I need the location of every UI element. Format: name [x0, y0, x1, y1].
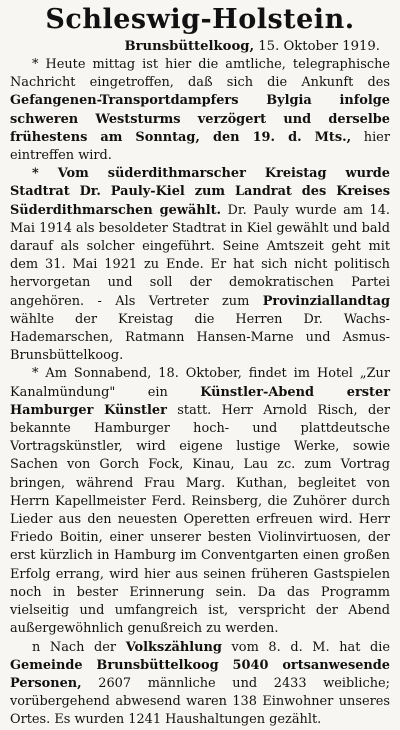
article-paragraph	[10, 639, 390, 730]
text-run-bold: Gefangenen-Transportdampfers Bylgia infolge schweren Weststurms verzögert und derselbe frühestens am Sonntag, den 19. d. Mts.,	[10, 93, 390, 145]
dateline-date: 15. Oktober 1919.	[258, 39, 380, 54]
article-paragraph	[10, 365, 390, 638]
text-run-bold: Provinziallandtag	[262, 293, 390, 309]
text-run-bold: Volkszählung	[125, 639, 222, 655]
text-run: * Heute mittag ist hier die amtliche, telegraphische Nachricht eingetroffen, daß sich die Ankunft des	[10, 57, 390, 91]
article-paragraph	[10, 165, 390, 365]
text-run-bold: * Vom süderdithmarscher Kreistag wurde Stadtrat Dr. Pauly-Kiel zum Landrat des Kreises Süderdithmarschen gewählt.	[10, 166, 390, 218]
text-run: Dr. Pauly wurde am 14. Mai 1914 als besoldeter Stadtrat in Kiel gewählt und bald darauf als solcher eingeführt. Seine Amtszeit geht mit dem 31. Mai 1921 zu Ende. Er hat sich nicht politisch hervorgetan und soll der demokratischen Partei angehören. - Als Vertreter zum	[10, 202, 390, 309]
page-title: Schleswig-Holstein.	[45, 4, 355, 35]
dateline-place: Brunsbüttelkoog,	[124, 39, 255, 54]
text-run: wählte der Kreistag die Herren Dr. Wachs-Hademarschen, Ratmann Hansen-Marne und Asmus-Brunsbüttelkoog.	[10, 311, 390, 364]
text-run: * Am Sonnabend, 18. Oktober, findet im Hotel „Zur Kanalmündung" ein	[10, 366, 390, 400]
text-run: hier eintreffen wird.	[10, 129, 390, 164]
text-run: 2607 männliche und 2433 weibliche; vorübergehend abwesend waren 138 Einwohner unseres Ortes. Es wurden 1241 Haushaltungen gezählt.	[10, 675, 390, 728]
article-paragraph	[10, 56, 390, 165]
text-run-bold: Gemeinde Brunsbüttelkoog 5040 ortsanwesende Personen,	[10, 657, 390, 691]
text-run: vom 8. d. M. hat die	[221, 639, 391, 655]
text-run: statt. Herr Arnold Risch, der bekannte Hamburger hoch- und plattdeutsche Vortragskünstler, wird eigene lustige Werke, sowie Sachen von Gorch Fock, Kinau, Lau zc. zum Vortrag bringen, während Frau Marg. Kuthan, begleitet von Herrn Kapellmeister Ferd. Reinsberg, die Zuhörer durch Lieder aus den neuesten Operetten erfreuen wird. Herr Friedo Boitin, einer unserer besten Violinvirtuosen, der erst kürzlich in Hamburg im Conventgarten einen großen Erfolg errang, wird hier aus seinen früheren Gastspielen noch in bester Erinnerung sein. Da das Programm vielseitig und umfangreich ist, verspricht der Abend außergewöhnlich genußreich zu werden.	[10, 402, 390, 637]
dateline	[10, 38, 390, 56]
text-run: n Nach der	[32, 639, 126, 655]
text-run-bold: Künstler-Abend erster Hamburger Künstler	[10, 384, 391, 418]
